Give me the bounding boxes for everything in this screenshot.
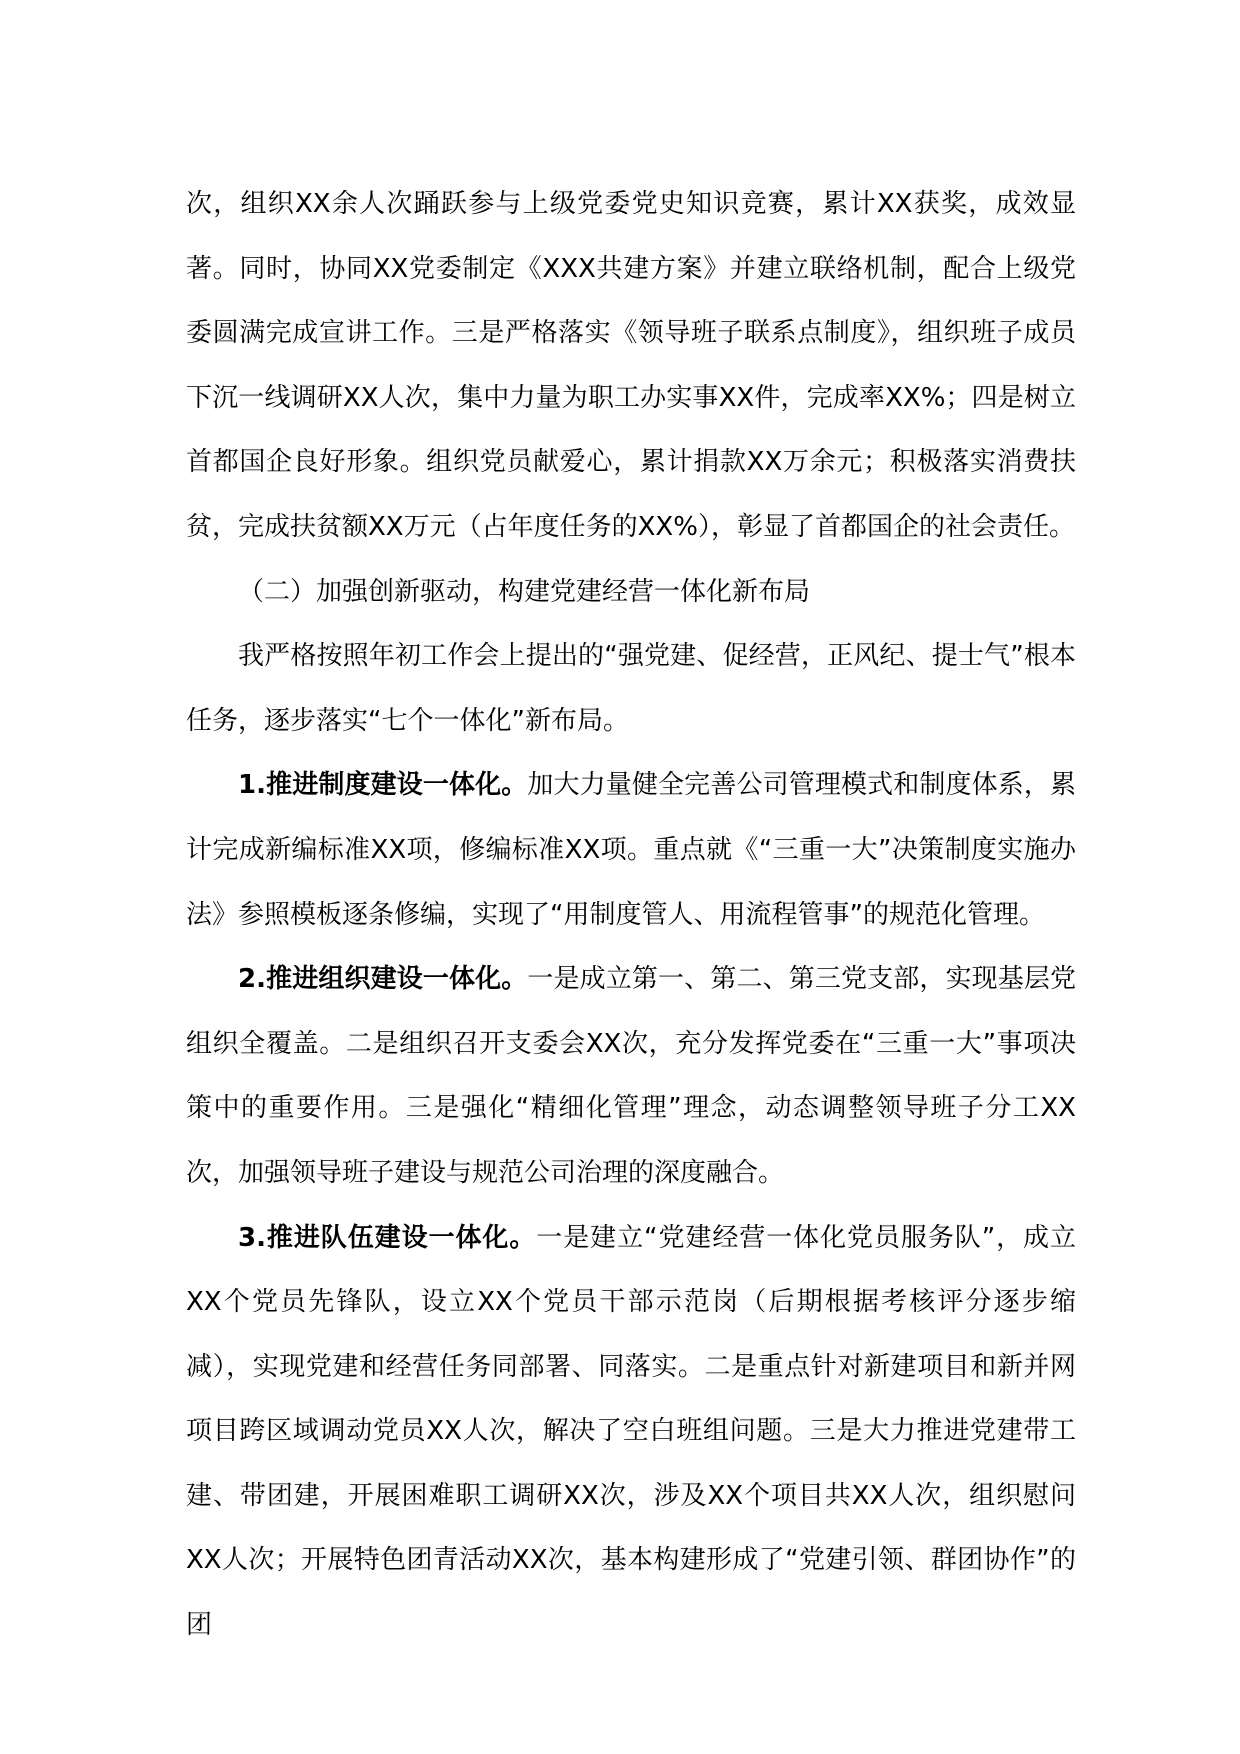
paragraph-text: 次，组织XX余人次踊跃参与上级党委党史知识竞赛，累计XX获奖，成效显著。同时，协同XX党委制定《XXX共建方案》并建立联络机制，配合上级党委圆满完成宣讲工作。三是严格落实《领导班子联系点制度》，组织班子成员下沉一线调研XX人次，集中力量为职工办实事XX件，完成率XX%；四是树立首都国企良好形象。组织党员献爱心，累计捐款XX万余元；积极落实消费扶贫，完成扶贫额XX万元（占年度任务的XX%），彰显了首都国企的社会责任。 [186,189,1076,542]
paragraph-lead: 2.推进组织建设一体化。 [238,964,528,995]
paragraph-continuation [186,172,1076,560]
document-body [186,172,1076,1658]
paragraph-item-2 [186,947,1076,1205]
paragraph-lead: 1.推进制度建设一体化。 [238,770,528,801]
paragraph-lead: 3.推进队伍建设一体化。 [238,1222,537,1253]
paragraph-text: 我严格按照年初工作会上提出的“强党建、促经营，正风纪、提士气”根本任务，逐步落实“七个一体化”新布局。 [186,641,1076,736]
paragraph-text: 一是建立“党建经营一体化党员服务队”，成立XX个党员先锋队，设立XX个党员干部示范岗（后期根据考核评分逐步缩减），实现党建和经营任务同部署、同落实。二是重点针对新建项目和新并网项目跨区域调动党员XX人次，解决了空白班组问题。三是大力推进党建带工建、带团建，开展困难职工调研XX次，涉及XX个项目共XX人次，组织慰问XX人次；开展特色团青活动XX次，基本构建形成了“党建引领、群团协作”的团 [186,1222,1076,1641]
paragraph-text: 加大力量健全完善公司管理模式和制度体系，累计完成新编标准XX项，修编标准XX项。重点就《“三重一大”决策制度实施办法》参照模板逐条修编，实现了“用制度管人、用流程管事”的规范化管理。 [186,770,1076,930]
paragraph-item-1 [186,753,1076,947]
paragraph-text: 一是成立第一、第二、第三党支部，实现基层党组织全覆盖。二是组织召开支委会XX次，充分发挥党委在“三重一大”事项决策中的重要作用。三是强化“精细化管理”理念，动态调整领导班子分工XX次，加强领导班子建设与规范公司治理的深度融合。 [186,964,1076,1188]
paragraph-item-3 [186,1206,1076,1658]
section-heading [186,560,1076,625]
section-heading-text: （二）加强创新驱动，构建党建经营一体化新布局 [238,576,811,607]
paragraph-intro [186,624,1076,753]
